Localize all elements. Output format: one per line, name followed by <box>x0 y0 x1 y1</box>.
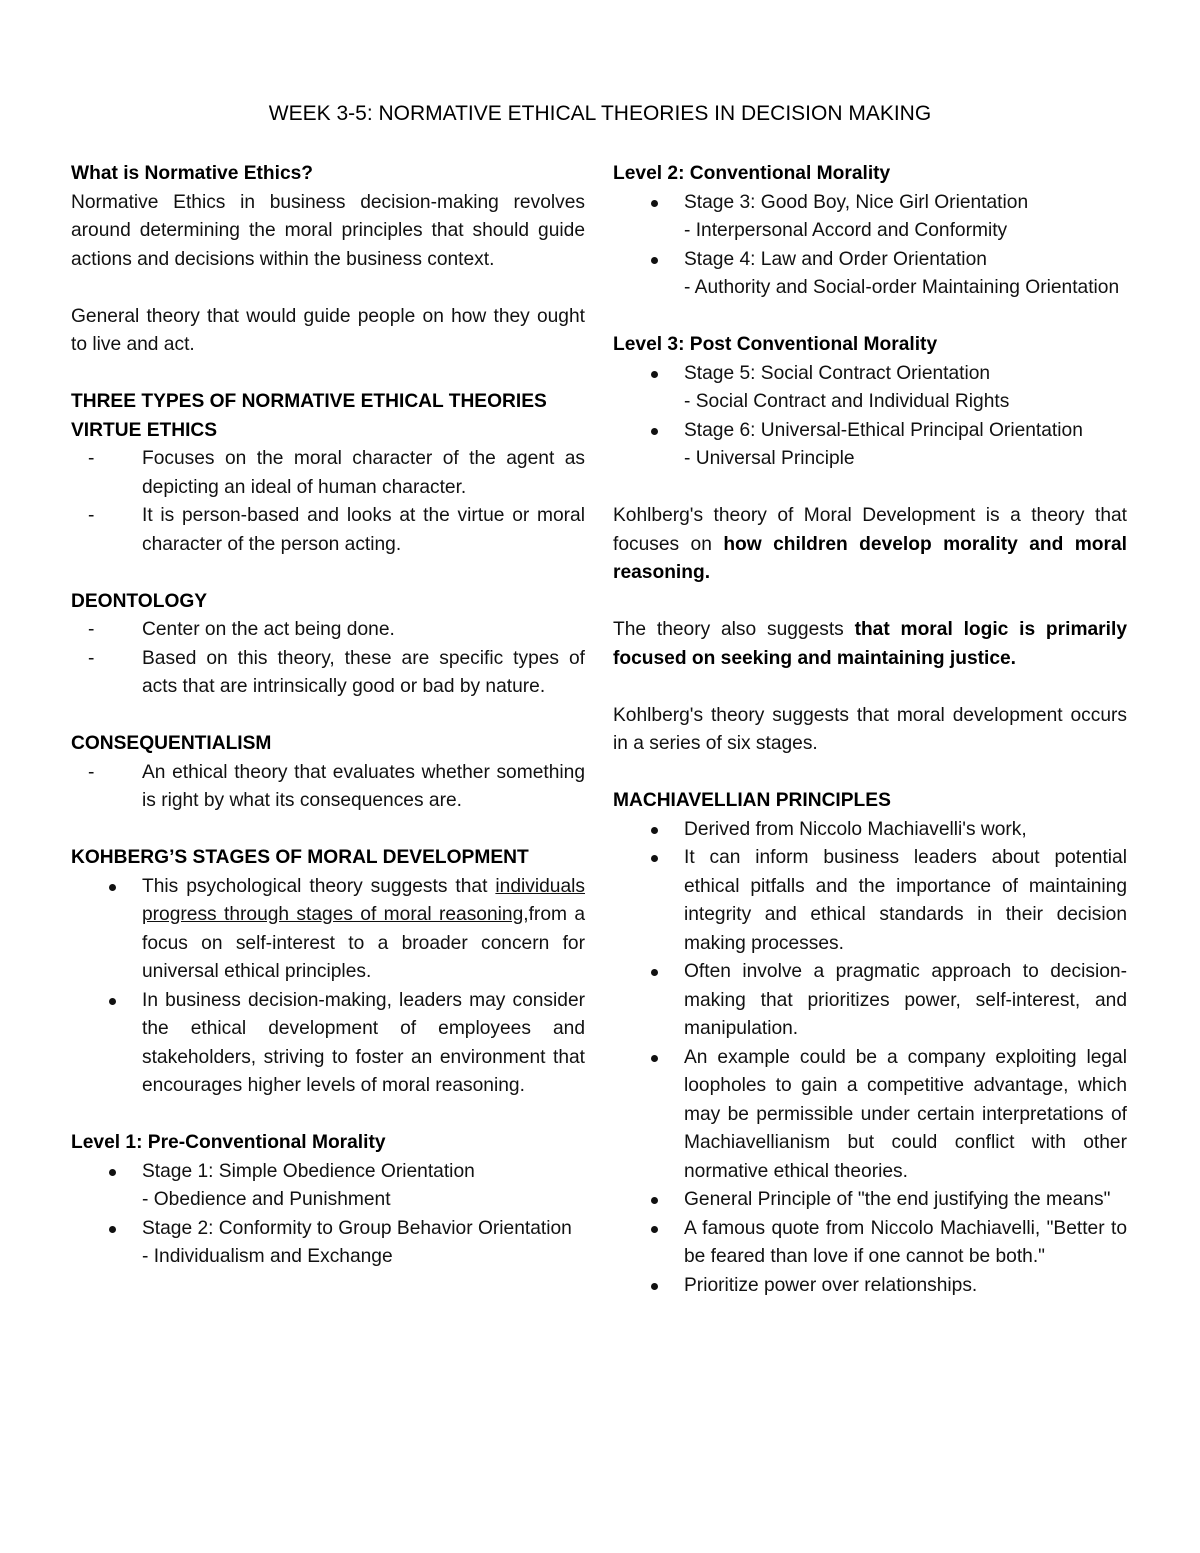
stage-name: Stage 6: Universal-Ethical Principal Orientation <box>684 419 1083 441</box>
stage-name: Stage 5: Social Contract Orientation <box>684 362 991 384</box>
stage-item <box>613 360 1127 417</box>
list-item: - Based on this theory, these are specific types of acts that are intrinsically good or bad by nature. <box>71 645 585 702</box>
kohlberg-paragraph-3: Kohlberg's theory suggests that moral development occurs in a series of six stages. <box>613 704 1127 754</box>
paragraph-text: The theory also suggests <box>613 619 855 640</box>
paragraph-text: Kohlberg's theory of Moral Development is a theory that focuses on <box>613 505 1127 555</box>
normative-ethics-definition: Normative Ethics in business decision-making revolves around determining the moral principles that should guide actions and decisions within the business context. <box>71 191 585 270</box>
stage-item <box>71 1158 585 1215</box>
stage-name: Stage 4: Law and Order Orientation <box>684 248 987 270</box>
stage-subtitle: - Authority and Social-order Maintaining Orientation <box>684 277 1120 298</box>
consequentialism-list <box>71 759 585 816</box>
deontology-heading: DEONTOLOGY <box>71 590 208 612</box>
stage-name: Stage 2: Conformity to Group Behavior Orientation <box>142 1217 572 1239</box>
consequentialism-heading: CONSEQUENTIALISM <box>71 733 272 754</box>
deontology-list <box>71 616 585 702</box>
general-theory-paragraph: General theory that would guide people on how they ought to live and act. <box>71 305 585 355</box>
level-2-stages <box>613 189 1127 303</box>
level-1-heading: Level 1: Pre-Conventional Morality <box>71 1132 386 1153</box>
stage-subtitle: - Universal Principle <box>684 448 855 469</box>
bold-phrase: that moral logic is primarily focused on seeking and maintaining justice. <box>613 619 1127 669</box>
stage-item <box>613 417 1127 474</box>
list-item: Prioritize power over relationships. <box>613 1272 1127 1301</box>
level-2-heading: Level 2: Conventional Morality <box>613 163 891 184</box>
kohberg-item-text: This psychological theory suggests that <box>142 875 496 897</box>
machiavellian-heading: MACHIAVELLIAN PRINCIPLES <box>613 790 891 811</box>
level-3-heading: Level 3: Post Conventional Morality <box>613 334 938 355</box>
list-item: - Focuses on the moral character of the agent as depicting an ideal of human character. <box>71 445 585 502</box>
level-3-stages <box>613 360 1127 474</box>
list-item: Often involve a pragmatic approach to decision-making that prioritizes power, self-interest, and manipulation. <box>613 958 1127 1044</box>
stage-item <box>613 189 1127 246</box>
list-item: A famous quote from Niccolo Machiavelli, "Better to be feared than love if one cannot be both." <box>613 1215 1127 1272</box>
stage-subtitle: - Social Contract and Individual Rights <box>684 391 1010 412</box>
stage-item <box>613 246 1127 303</box>
kohberg-item-text-end: ,from a focus on self-interest to a broader concern for universal ethical principles. <box>142 904 585 982</box>
page-title: WEEK 3-5: NORMATIVE ETHICAL THEORIES IN DECISION MAKING <box>268 102 932 125</box>
list-item: - It is person-based and looks at the virtue or moral character of the person acting. <box>71 502 585 559</box>
bold-phrase: how children develop morality and moral reasoning. <box>613 533 1127 583</box>
list-item: - Center on the act being done. <box>71 616 585 645</box>
stage-subtitle: - Individualism and Exchange <box>142 1246 393 1267</box>
three-types-heading: THREE TYPES OF NORMATIVE ETHICAL THEORIES <box>71 391 547 412</box>
underlined-phrase: individuals progress through stages of moral reasoning <box>142 875 585 925</box>
list-item: It can inform business leaders about potential ethical pitfalls and the importance of maintaining integrity and ethical standards in their decision making processes. <box>613 844 1127 958</box>
kohlberg-paragraph-2 <box>613 616 1127 673</box>
kohlberg-paragraph-1 <box>613 502 1127 588</box>
stage-item <box>71 1215 585 1272</box>
level-1-stages <box>71 1158 585 1272</box>
list-item: - An ethical theory that evaluates whether something is right by what its consequences are. <box>71 759 585 816</box>
machiavellian-list <box>613 816 1127 1301</box>
list-item: General Principle of "the end justifying the means" <box>613 1186 1127 1215</box>
kohberg-list <box>71 873 585 1101</box>
list-item: Derived from Niccolo Machiavelli's work, <box>613 816 1127 845</box>
normative-ethics-question: What is Normative Ethics? <box>71 163 314 184</box>
left-column <box>71 160 585 1272</box>
right-column <box>613 160 1127 1300</box>
virtue-ethics-heading: VIRTUE ETHICS <box>71 419 218 441</box>
stage-subtitle: - Interpersonal Accord and Conformity <box>684 220 1008 241</box>
kohberg-heading: KOHBERG’S STAGES OF MORAL DEVELOPMENT <box>71 847 529 868</box>
list-item <box>71 873 585 987</box>
list-item: In business decision-making, leaders may consider the ethical development of employees and stakeholders, striving to foster an environment that encourages higher levels of moral reasoning. <box>71 987 585 1101</box>
virtue-ethics-list <box>71 445 585 559</box>
stage-name: Stage 1: Simple Obedience Orientation <box>142 1160 475 1182</box>
stage-subtitle: - Obedience and Punishment <box>142 1189 391 1210</box>
list-item: An example could be a company exploiting legal loopholes to gain a competitive advantage, which may be permissible under certain interpretations of Machiavellianism but could conflict with other normative ethical theories. <box>613 1044 1127 1187</box>
stage-name: Stage 3: Good Boy, Nice Girl Orientation <box>684 191 1029 213</box>
